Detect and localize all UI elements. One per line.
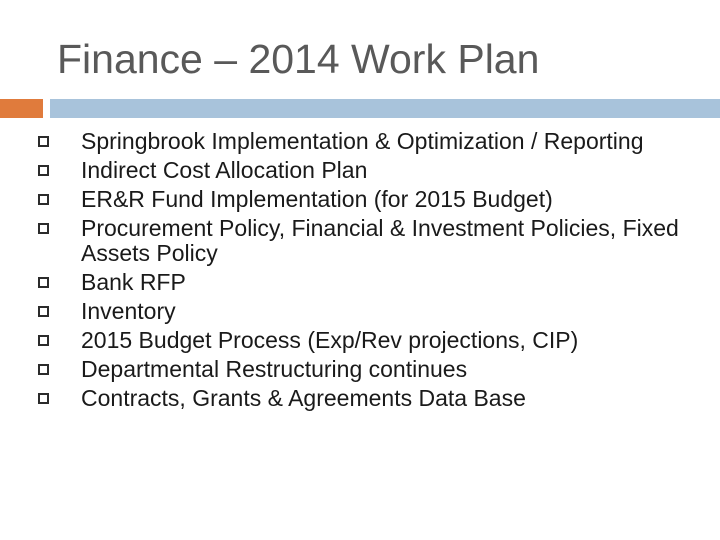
square-bullet-icon [38,165,49,176]
bullet-item [38,158,703,183]
slide-title: Finance – 2014 Work Plan [57,36,540,82]
bullet-text: Contracts, Grants & Agreements Data Base [81,385,526,411]
bullet-item [38,386,703,411]
bullet-item [38,187,703,212]
title-divider-bar [50,99,720,118]
bullet-item [38,216,703,266]
bullet-list [38,129,703,415]
square-bullet-icon [38,223,49,234]
square-bullet-icon [38,194,49,205]
bullet-text: 2015 Budget Process (Exp/Rev projections, CIP) [81,327,579,353]
square-bullet-icon [38,364,49,375]
square-bullet-icon [38,277,49,288]
bullet-text: Indirect Cost Allocation Plan [81,157,368,183]
bullet-text: Procurement Policy, Financial & Investment Policies, Fixed Assets Policy [81,215,679,266]
title-accent-bar [0,99,43,118]
square-bullet-icon [38,306,49,317]
bullet-item [38,129,703,154]
bullet-item [38,357,703,382]
square-bullet-icon [38,393,49,404]
bullet-text: Springbrook Implementation & Optimization / Reporting [81,128,644,154]
bullet-item [38,299,703,324]
bullet-text: Bank RFP [81,269,186,295]
bullet-item [38,270,703,295]
bullet-text: Departmental Restructuring continues [81,356,468,382]
bullet-text: ER&R Fund Implementation (for 2015 Budget) [81,186,553,212]
square-bullet-icon [38,136,49,147]
bullet-text: Inventory [81,298,176,324]
bullet-item [38,328,703,353]
square-bullet-icon [38,335,49,346]
